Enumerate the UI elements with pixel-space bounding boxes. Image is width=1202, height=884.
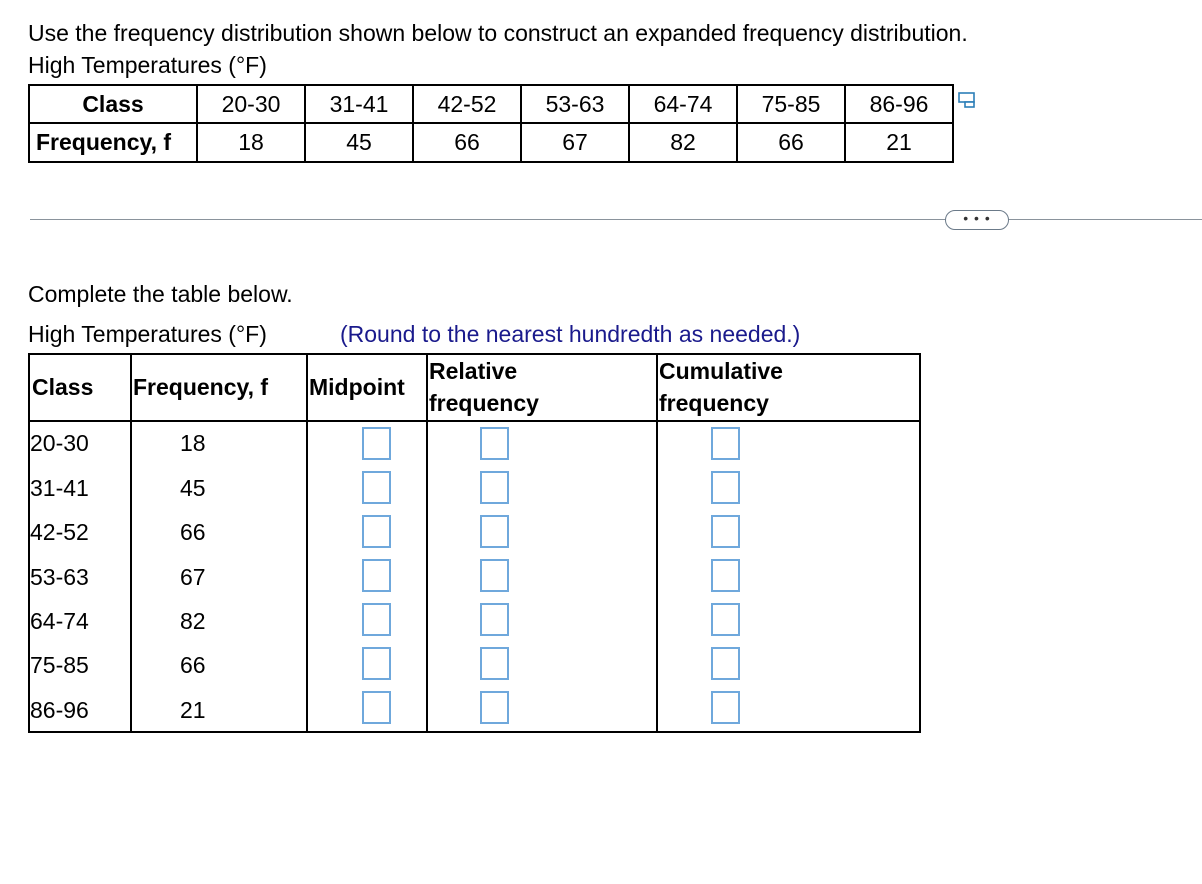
frequency-cell: 67: [521, 123, 629, 162]
column-divider: [656, 355, 658, 731]
row-frequency: 21: [180, 697, 206, 723]
frequency-cell: 45: [305, 123, 413, 162]
midpoint-input[interactable]: [362, 647, 391, 680]
frequency-header: Frequency, f: [29, 123, 197, 162]
row-class: 20-30: [30, 430, 89, 456]
header-relative-line1: Relative: [429, 358, 518, 384]
cumulative-frequency-input[interactable]: [711, 559, 740, 592]
column-divider: [426, 355, 428, 731]
row-frequency: 66: [180, 652, 206, 678]
relative-frequency-input[interactable]: [480, 559, 509, 592]
row-frequency: 66: [180, 519, 206, 545]
cumulative-frequency-input[interactable]: [711, 647, 740, 680]
class-cell: 42-52: [413, 85, 521, 123]
frequency-cell: 66: [413, 123, 521, 162]
frequency-cell: 21: [845, 123, 953, 162]
midpoint-input[interactable]: [362, 427, 391, 460]
header-midpoint: Midpoint: [309, 374, 405, 400]
midpoint-input[interactable]: [362, 691, 391, 724]
midpoint-input[interactable]: [362, 603, 391, 636]
round-note: (Round to the nearest hundredth as needed.): [340, 321, 801, 347]
header-relative-line2: frequency: [429, 390, 539, 416]
class-cell: 86-96: [845, 85, 953, 123]
header-cumulative-line1: Cumulative: [659, 358, 783, 384]
row-class: 31-41: [30, 475, 89, 501]
frequency-table: [28, 84, 954, 163]
class-cell: 75-85: [737, 85, 845, 123]
copy-data-icon[interactable]: [958, 92, 976, 108]
frequency-cell: 66: [737, 123, 845, 162]
frequency-cell: 82: [629, 123, 737, 162]
row-class: 64-74: [30, 608, 89, 634]
cumulative-frequency-input[interactable]: [711, 691, 740, 724]
relative-frequency-input[interactable]: [480, 515, 509, 548]
midpoint-input[interactable]: [362, 559, 391, 592]
row-frequency: 45: [180, 475, 206, 501]
cumulative-frequency-input[interactable]: [711, 603, 740, 636]
instruction-text: Use the frequency distribution shown below to construct an expanded frequency distribution.: [28, 20, 968, 46]
relative-frequency-input[interactable]: [480, 427, 509, 460]
midpoint-input[interactable]: [362, 471, 391, 504]
class-row: [29, 85, 953, 123]
table-title: High Temperatures (°F): [28, 52, 267, 78]
row-frequency: 18: [180, 430, 206, 456]
class-cell: 64-74: [629, 85, 737, 123]
row-frequency: 67: [180, 564, 206, 590]
more-button[interactable]: • • •: [945, 210, 1009, 230]
complete-text: Complete the table below.: [28, 281, 293, 307]
midpoint-input[interactable]: [362, 515, 391, 548]
frequency-row: [29, 123, 953, 162]
class-cell: 53-63: [521, 85, 629, 123]
row-class: 86-96: [30, 697, 89, 723]
class-cell: 31-41: [305, 85, 413, 123]
header-cumulative-line2: frequency: [659, 390, 769, 416]
relative-frequency-input[interactable]: [480, 691, 509, 724]
cumulative-frequency-input[interactable]: [711, 471, 740, 504]
row-class: 75-85: [30, 652, 89, 678]
table2-title: High Temperatures (°F): [28, 321, 267, 347]
row-class: 42-52: [30, 519, 89, 545]
header-frequency: Frequency, f: [133, 374, 269, 400]
row-class: 53-63: [30, 564, 89, 590]
header-divider: [30, 420, 919, 422]
expanded-frequency-table: [28, 353, 921, 733]
class-cell: 20-30: [197, 85, 305, 123]
frequency-cell: 18: [197, 123, 305, 162]
cumulative-frequency-input[interactable]: [711, 515, 740, 548]
class-header: Class: [29, 85, 197, 123]
header-class: Class: [32, 374, 94, 400]
cumulative-frequency-input[interactable]: [711, 427, 740, 460]
section-divider: [30, 219, 1202, 220]
relative-frequency-input[interactable]: [480, 471, 509, 504]
row-frequency: 82: [180, 608, 206, 634]
column-divider: [306, 355, 308, 731]
column-divider: [130, 355, 132, 731]
relative-frequency-input[interactable]: [480, 647, 509, 680]
relative-frequency-input[interactable]: [480, 603, 509, 636]
